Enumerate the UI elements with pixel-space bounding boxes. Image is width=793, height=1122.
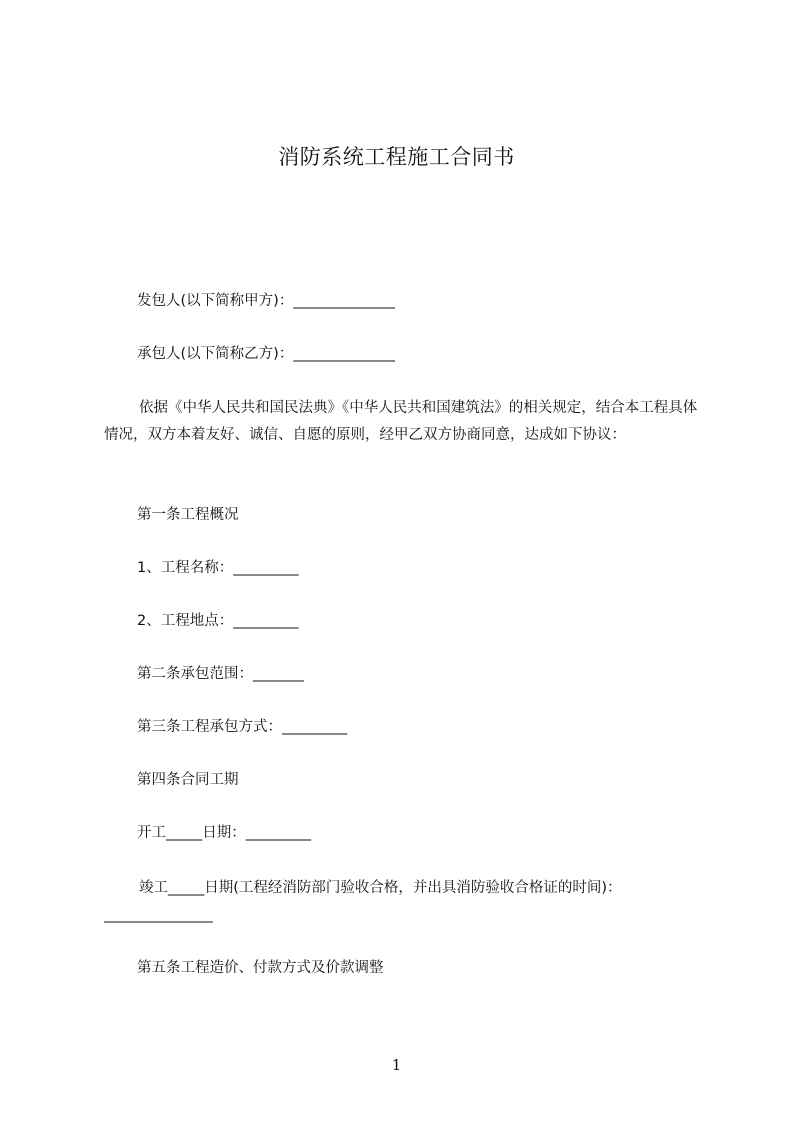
party-b-line: 承包人(以下简称乙方)：______________	[137, 346, 395, 362]
article-3-line: 第三条工程承包方式：_________	[137, 719, 348, 735]
project-name-line: 1、工程名称：_________	[137, 560, 299, 576]
document-title: 消防系统工程施工合同书	[278, 145, 515, 169]
completion-date-paragraph	[104, 875, 704, 929]
preamble-text: 依据《中华人民共和国民法典》《中华人民共和国建筑法》的相关规定，结合本工程具体情况，双方本着友好、诚信、自愿的原则，经甲乙双方协商同意，达成如下协议：	[104, 400, 698, 443]
article-5-heading: 第五条工程造价、付款方式及价款调整	[137, 960, 384, 976]
preamble-paragraph	[104, 395, 704, 449]
start-date-line: 开工_____日期：_________	[137, 825, 311, 841]
completion-date-text: 竣工_____日期(工程经消防部门验收合格，并出具消防验收合格证的时间)：_______________	[104, 880, 622, 923]
project-location-line: 2、工程地点：_________	[137, 613, 299, 629]
party-a-line: 发包人(以下简称甲方)：______________	[137, 293, 395, 309]
article-1-heading: 第一条工程概况	[137, 507, 239, 523]
article-2-line: 第二条承包范围：_______	[137, 666, 304, 682]
page-number: 1	[391, 1056, 402, 1074]
article-4-heading: 第四条合同工期	[137, 772, 239, 788]
